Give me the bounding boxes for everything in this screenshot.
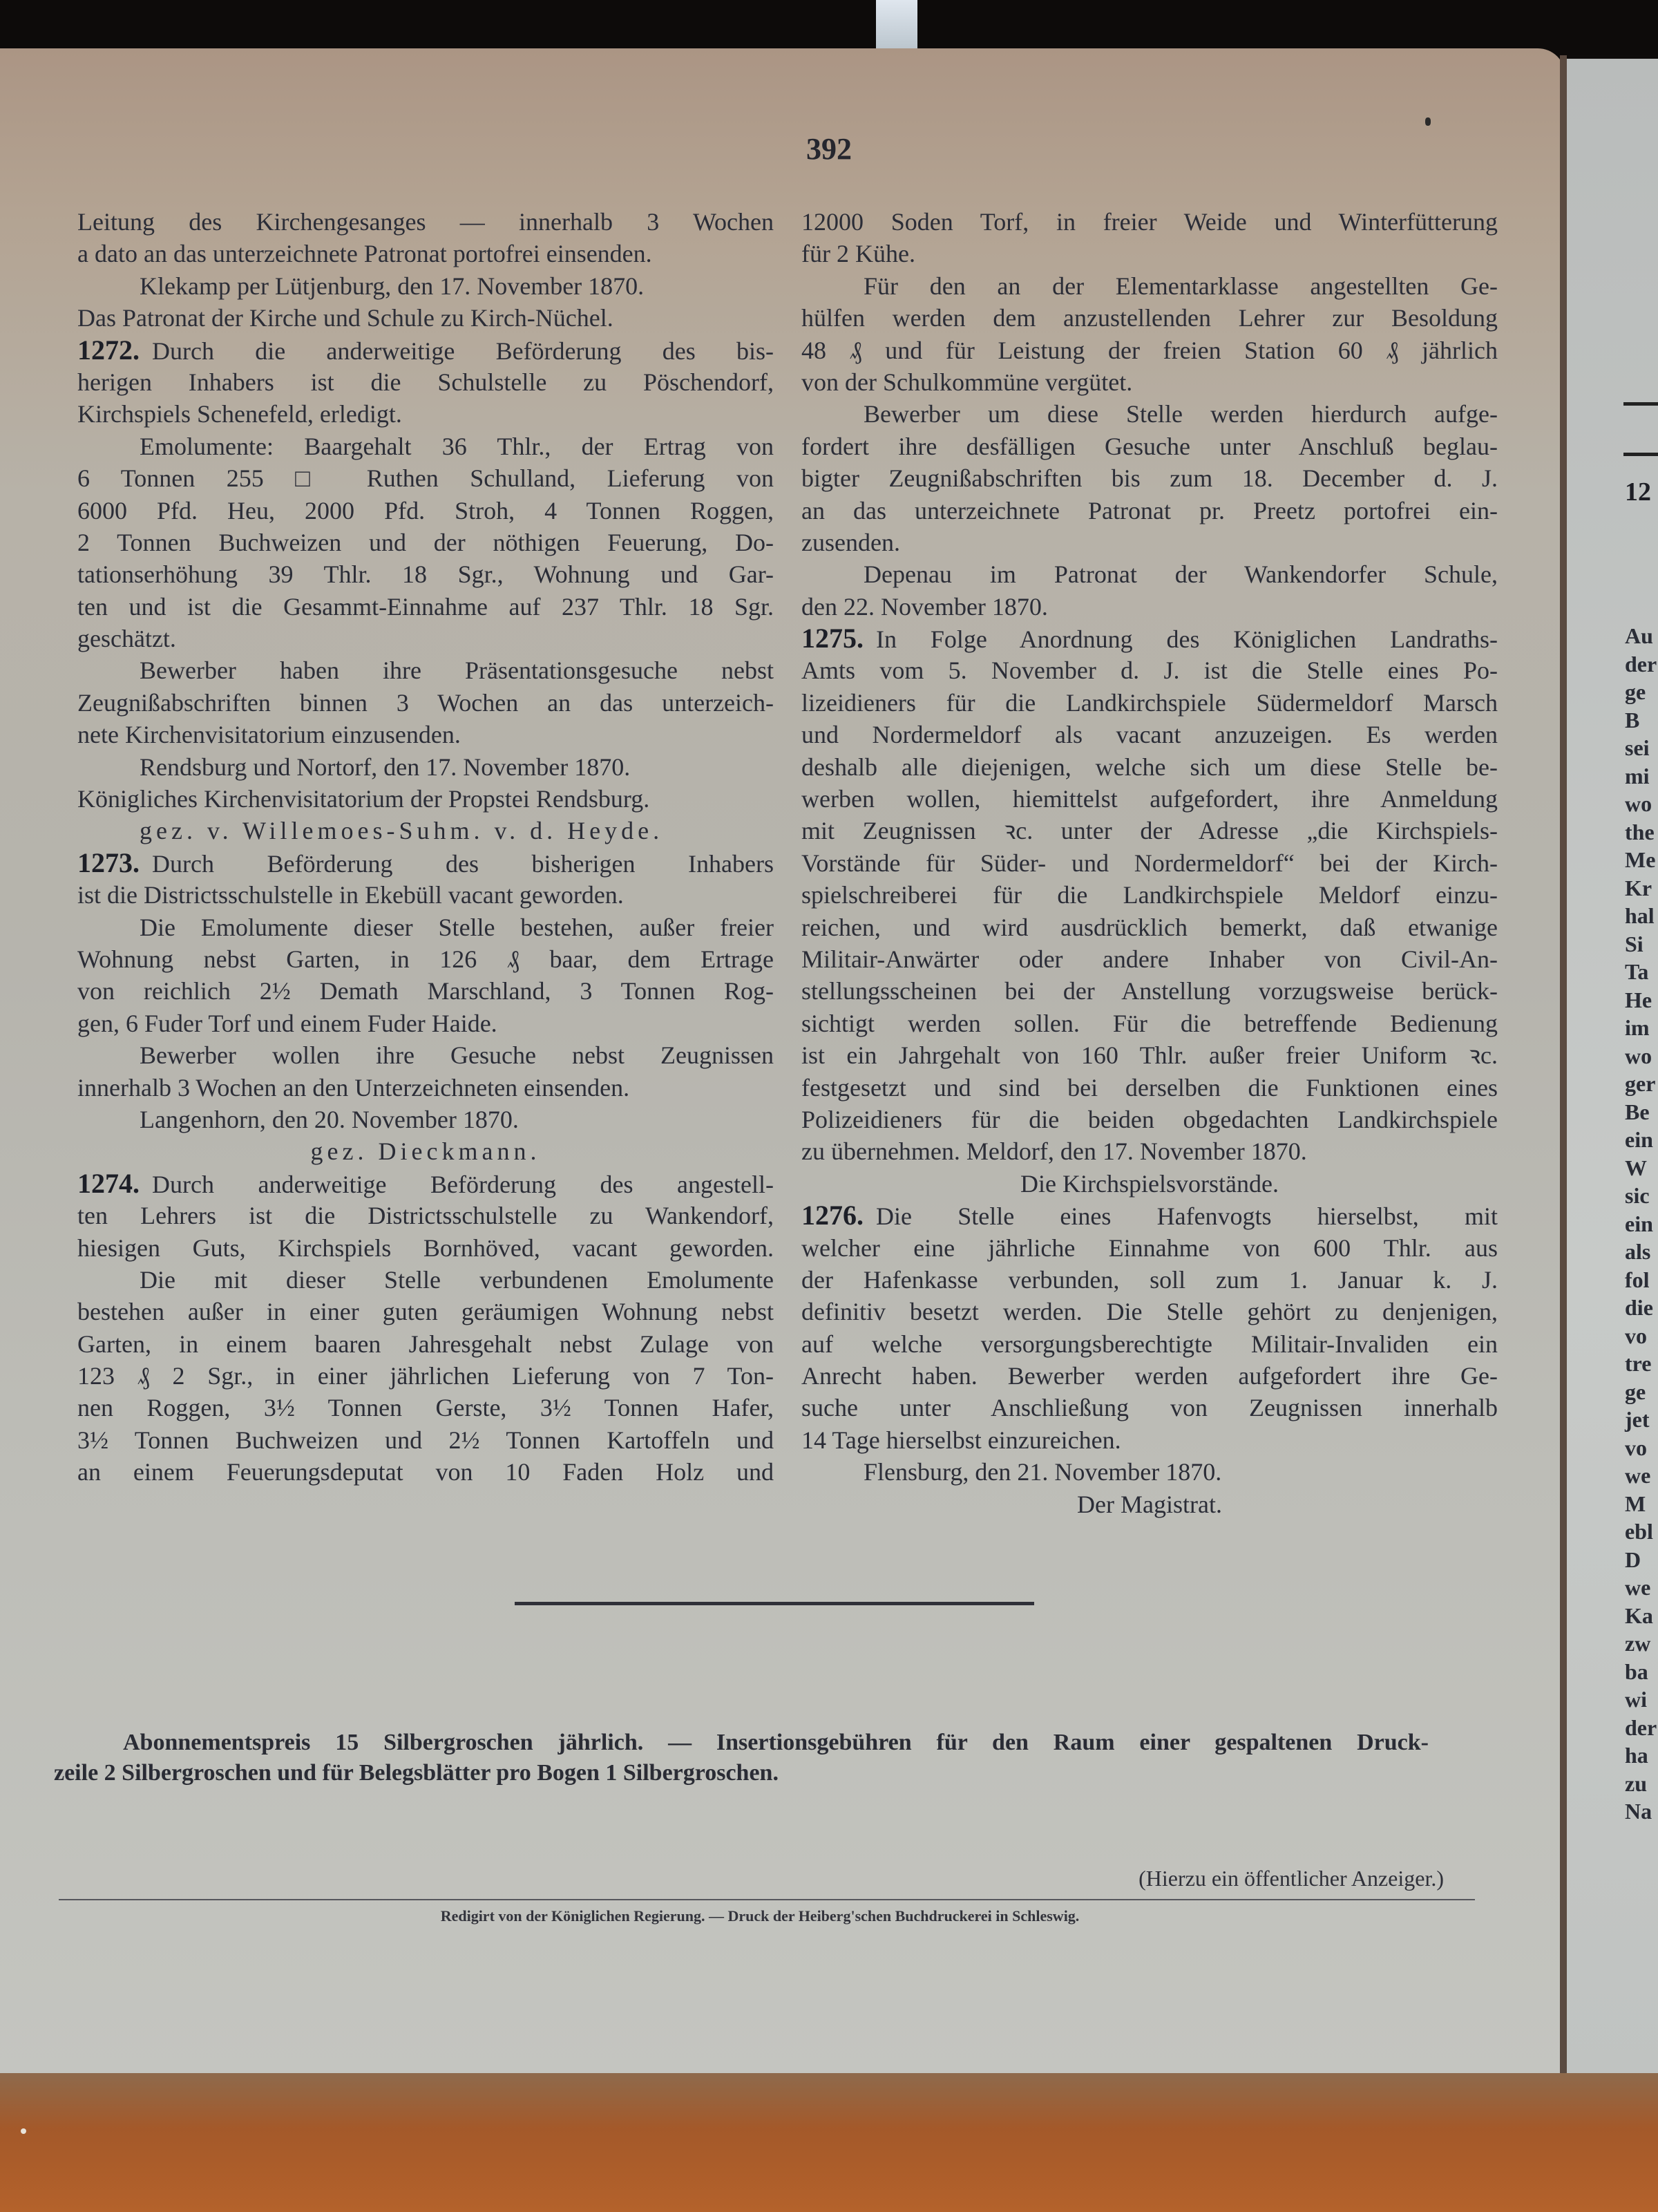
text-line: Langenhorn, den 20. November 1870. xyxy=(140,1105,519,1133)
right-column xyxy=(801,206,1498,1520)
text-line: den 22. November 1870. xyxy=(801,592,1048,621)
text-line: Klekamp per Lütjenburg, den 17. November 1870. xyxy=(140,272,645,300)
text-line: suche unter Anschließung von Zeugnissen innerhalb xyxy=(801,1394,1498,1422)
text-line: geschätzt. xyxy=(77,625,176,653)
text-line: herigen Inhabers ist die Schulstelle zu Pöschendorf, xyxy=(77,368,774,396)
text-line: hiesigen Guts, Kirchspiels Bornhöved, vacant geworden. xyxy=(77,1233,774,1262)
left-column xyxy=(77,206,774,1488)
text-line: Durch Beförderung des bisherigen Inhabers xyxy=(152,849,774,878)
signature-line: Der Magistrat. xyxy=(1077,1490,1222,1518)
text-line: Garten, in einem baaren Jahresgehalt nebst Zulage von xyxy=(77,1330,774,1358)
text-line: Militair-Anwärter oder andere Inhaber von Civil-An- xyxy=(801,945,1498,973)
text-line: Rendsburg und Nortorf, den 17. November 1870. xyxy=(140,753,631,781)
imprint: Redigirt von der Königlichen Regierung. — Druck der Heiberg'schen Buchdruckerei in Schleswig. xyxy=(440,1907,1080,1925)
text-line: Leitung des Kirchengesanges — innerhalb 3 Wochen xyxy=(77,208,774,236)
text-line: Das Patronat der Kirche und Schule zu Kirch-Nüchel. xyxy=(77,304,613,332)
text-line: Die mit dieser Stelle verbundenen Emolumente xyxy=(140,1265,774,1294)
text-line: Emolumente: Baargehalt 36 Thlr., der Ertrag von xyxy=(140,432,774,460)
text-line: der Hafenkasse verbunden, soll zum 1. Januar k. J. xyxy=(801,1265,1498,1294)
text-line: reichen, und wird ausdrücklich bemerkt, daß etwanige xyxy=(801,913,1498,941)
text-line: Die Emolumente dieser Stelle bestehen, außer freier xyxy=(140,913,774,941)
text-line: festgesetzt und sind bei derselben die Funktionen eines xyxy=(801,1073,1498,1102)
notice-number: 1273. xyxy=(77,847,140,878)
section-divider xyxy=(515,1602,1034,1605)
text-line: spielschreiberei für die Landkirchspiele Meldorf einzu- xyxy=(801,881,1498,909)
text-line: nen Roggen, 3½ Tonnen Gerste, 3½ Tonnen Hafer, xyxy=(77,1394,774,1422)
speck xyxy=(21,2128,26,2134)
text-line: an einem Feuerungsdeputat von 10 Faden Holz und xyxy=(77,1458,774,1486)
text-line: Bewerber haben ihre Präsentationsgesuche nebst xyxy=(140,656,774,685)
text-line: Durch anderweitige Beförderung des angestell- xyxy=(152,1170,774,1198)
book-gutter xyxy=(1560,55,1567,2080)
text-line: In Folge Anordnung des Königlichen Landraths- xyxy=(876,625,1498,654)
text-line: ist ein Jahrgehalt von 160 Thlr. außer freier Uniform ꝛc. xyxy=(801,1041,1498,1070)
text-line: Bewerber wollen ihre Gesuche nebst Zeugnissen xyxy=(140,1041,774,1070)
text-line: von der Schulkommüne vergütet. xyxy=(801,368,1133,396)
text-line: ist die Districtsschulstelle in Ekebüll vacant geworden. xyxy=(77,881,624,909)
text-line: gen, 6 Fuder Torf und einem Fuder Haide. xyxy=(77,1009,497,1037)
text-line: hülfen werden dem anzustellenden Lehrer zur Besoldung xyxy=(801,304,1498,332)
notice-number: 1275. xyxy=(801,623,864,654)
text-line: ten und ist die Gesammt-Einnahme auf 237 Thlr. 18 Sgr. xyxy=(77,592,774,621)
text-line: Amts vom 5. November d. J. ist die Stelle eines Po- xyxy=(801,656,1498,685)
text-line: Für den an der Elementarklasse angestellten Ge- xyxy=(864,272,1498,300)
text-line: Zeugnißabschriften binnen 3 Wochen an das unterzeich- xyxy=(77,688,774,717)
text-line: auf welche versorgungsberechtigte Militair-Invaliden ein xyxy=(801,1330,1498,1358)
text-line: Die Stelle eines Hafenvogts hierselbst, mit xyxy=(876,1202,1498,1231)
text-line: 14 Tage hierselbst einzureichen. xyxy=(801,1426,1121,1454)
supplement-note: (Hierzu ein öffentlicher Anzeiger.) xyxy=(1138,1866,1444,1891)
text-line: von reichlich 2½ Demath Marschland, 3 Tonnen Rog- xyxy=(77,977,774,1005)
text-line: stellungsscheinen bei der Anstellung vorzugsweise berück- xyxy=(801,977,1498,1005)
text-line: Vorstände für Süder- und Nordermeldorf“ bei der Kirch- xyxy=(801,849,1498,877)
text-line: ten Lehrers ist die Districtsschulstelle zu Wankendorf, xyxy=(77,1202,774,1230)
text-line: Flensburg, den 21. November 1870. xyxy=(864,1458,1222,1486)
page-number: 392 xyxy=(806,132,852,166)
text-line: 6000 Pfd. Heu, 2000 Pfd. Stroh, 4 Tonnen Roggen, xyxy=(77,496,774,524)
notice-1276-heading xyxy=(801,1200,1498,1231)
next-page-rule xyxy=(1623,453,1658,456)
text-line: zusenden. xyxy=(801,528,900,556)
signature-line: gez. v. Willemoes-Suhm. v. d. Heyde. xyxy=(140,817,664,845)
text-line: Königliches Kirchenvisitatorium der Propstei Rendsburg. xyxy=(77,785,650,813)
subscription-line-2: zeile 2 Silbergroschen und für Belegsblätter pro Bogen 1 Silbergroschen. xyxy=(54,1760,779,1786)
text-line: an das unterzeichnete Patronat pr. Preetz portofrei ein- xyxy=(801,496,1498,524)
text-line: Wohnung nebst Garten, in 126 ₰ baar, dem Ertrage xyxy=(77,945,774,973)
background-dark-top xyxy=(0,0,1658,55)
signature-line: gez. Dieckmann. xyxy=(310,1137,541,1166)
background-light-strip xyxy=(876,0,917,52)
text-line: 12000 Soden Torf, in freier Weide und Winterfütterung xyxy=(801,208,1498,236)
table-surface xyxy=(0,2073,1658,2212)
text-line: fordert ihre desfälligen Gesuche unter Anschluß beglau- xyxy=(801,432,1498,460)
text-line: lizeidieners für die Landkirchspiele Südermeldorf Marsch xyxy=(801,688,1498,717)
text-line: welcher eine jährliche Einnahme von 600 Thlr. aus xyxy=(801,1233,1498,1262)
next-page-text-fragments: Au der ge B sei mi wo the Me Kr hal Si Ta He im wo ger Be ein W sic ein als fol die vo tre ge jet vo we M ebl D we Ka zw ba wi der ha zu Na xyxy=(1625,623,1657,1824)
subscription-notice xyxy=(54,1728,1429,1788)
signature-line: Die Kirchspielsvorstände. xyxy=(1020,1169,1279,1198)
text-line: 123 ₰ 2 Sgr., in einer jährlichen Lieferung von 7 Ton- xyxy=(77,1362,774,1390)
text-line: werben wollen, hiemittelst aufgefordert, ihre Anmeldung xyxy=(801,785,1498,813)
notice-1275-heading xyxy=(801,623,1498,654)
text-line: zu übernehmen. Meldorf, den 17. November 1870. xyxy=(801,1137,1307,1166)
text-line: Durch die anderweitige Beförderung des bis- xyxy=(152,337,774,365)
text-line: Anrecht haben. Bewerber werden aufgefordert ihre Ge- xyxy=(801,1362,1498,1390)
text-line: innerhalb 3 Wochen an den Unterzeichneten einsenden. xyxy=(77,1073,630,1102)
notice-number: 1272. xyxy=(77,334,140,366)
text-line: bestehen außer in einer guten geräumigen Wohnung nebst xyxy=(77,1298,774,1326)
text-line: definitiv besetzt werden. Die Stelle gehört zu denjenigen, xyxy=(801,1298,1498,1326)
notice-1272-heading xyxy=(77,334,774,366)
text-line: Kirchspiels Schenefeld, erledigt. xyxy=(77,400,402,428)
text-line: mit Zeugnissen ꝛc. unter der Adresse „die Kirchspiels- xyxy=(801,817,1498,845)
next-page-number-fragment: 12 xyxy=(1625,478,1651,507)
text-line: sichtigt werden sollen. Für die betreffende Bedienung xyxy=(801,1009,1498,1037)
notice-number: 1274. xyxy=(77,1167,140,1199)
notice-1274-heading xyxy=(77,1168,774,1200)
text-line: und Nordermeldorf als vacant anzuzeigen. Es werden xyxy=(801,721,1498,749)
text-line: deshalb alle diejenigen, welche sich um diese Stelle be- xyxy=(801,753,1498,781)
text-line: nete Kirchenvisitatorium einzusenden. xyxy=(77,721,461,749)
notice-number: 1276. xyxy=(801,1200,864,1231)
text-line: für 2 Kühe. xyxy=(801,240,915,268)
text-line: 3½ Tonnen Buchweizen und 2½ Tonnen Kartoffeln und xyxy=(77,1426,774,1454)
text-line: Polizeidieners für die beiden obgedachten Landkirchspiele xyxy=(801,1105,1498,1133)
text-line: a dato an das unterzeichnete Patronat portofrei einsenden. xyxy=(77,240,652,268)
text-line: 48 ₰ und für Leistung der freien Station 60 ₰ jährlich xyxy=(801,336,1498,364)
text-line: Depenau im Patronat der Wankendorfer Schule, xyxy=(864,560,1498,589)
text-line: 2 Tonnen Buchweizen und der nöthigen Feuerung, Do- xyxy=(77,528,774,556)
next-page-rule xyxy=(1623,402,1658,406)
ink-spot xyxy=(1425,117,1431,126)
subscription-line-1: Abonnementspreis 15 Silbergroschen jährlich. — Insertionsgebühren für den Raum einer gespaltenen Druck- xyxy=(123,1730,1429,1755)
text-line: bigter Zeugnißabschriften bis zum 18. December d. J. xyxy=(801,464,1498,493)
text-line: Bewerber um diese Stelle werden hierdurch aufge- xyxy=(864,400,1498,428)
footer-rule xyxy=(59,1899,1475,1900)
notice-1273-heading xyxy=(77,847,774,879)
text-line: 6 Tonnen 255 □ Ruthen Schulland, Lieferung von xyxy=(77,464,774,493)
text-line: tationserhöhung 39 Thlr. 18 Sgr., Wohnung und Gar- xyxy=(77,560,774,589)
